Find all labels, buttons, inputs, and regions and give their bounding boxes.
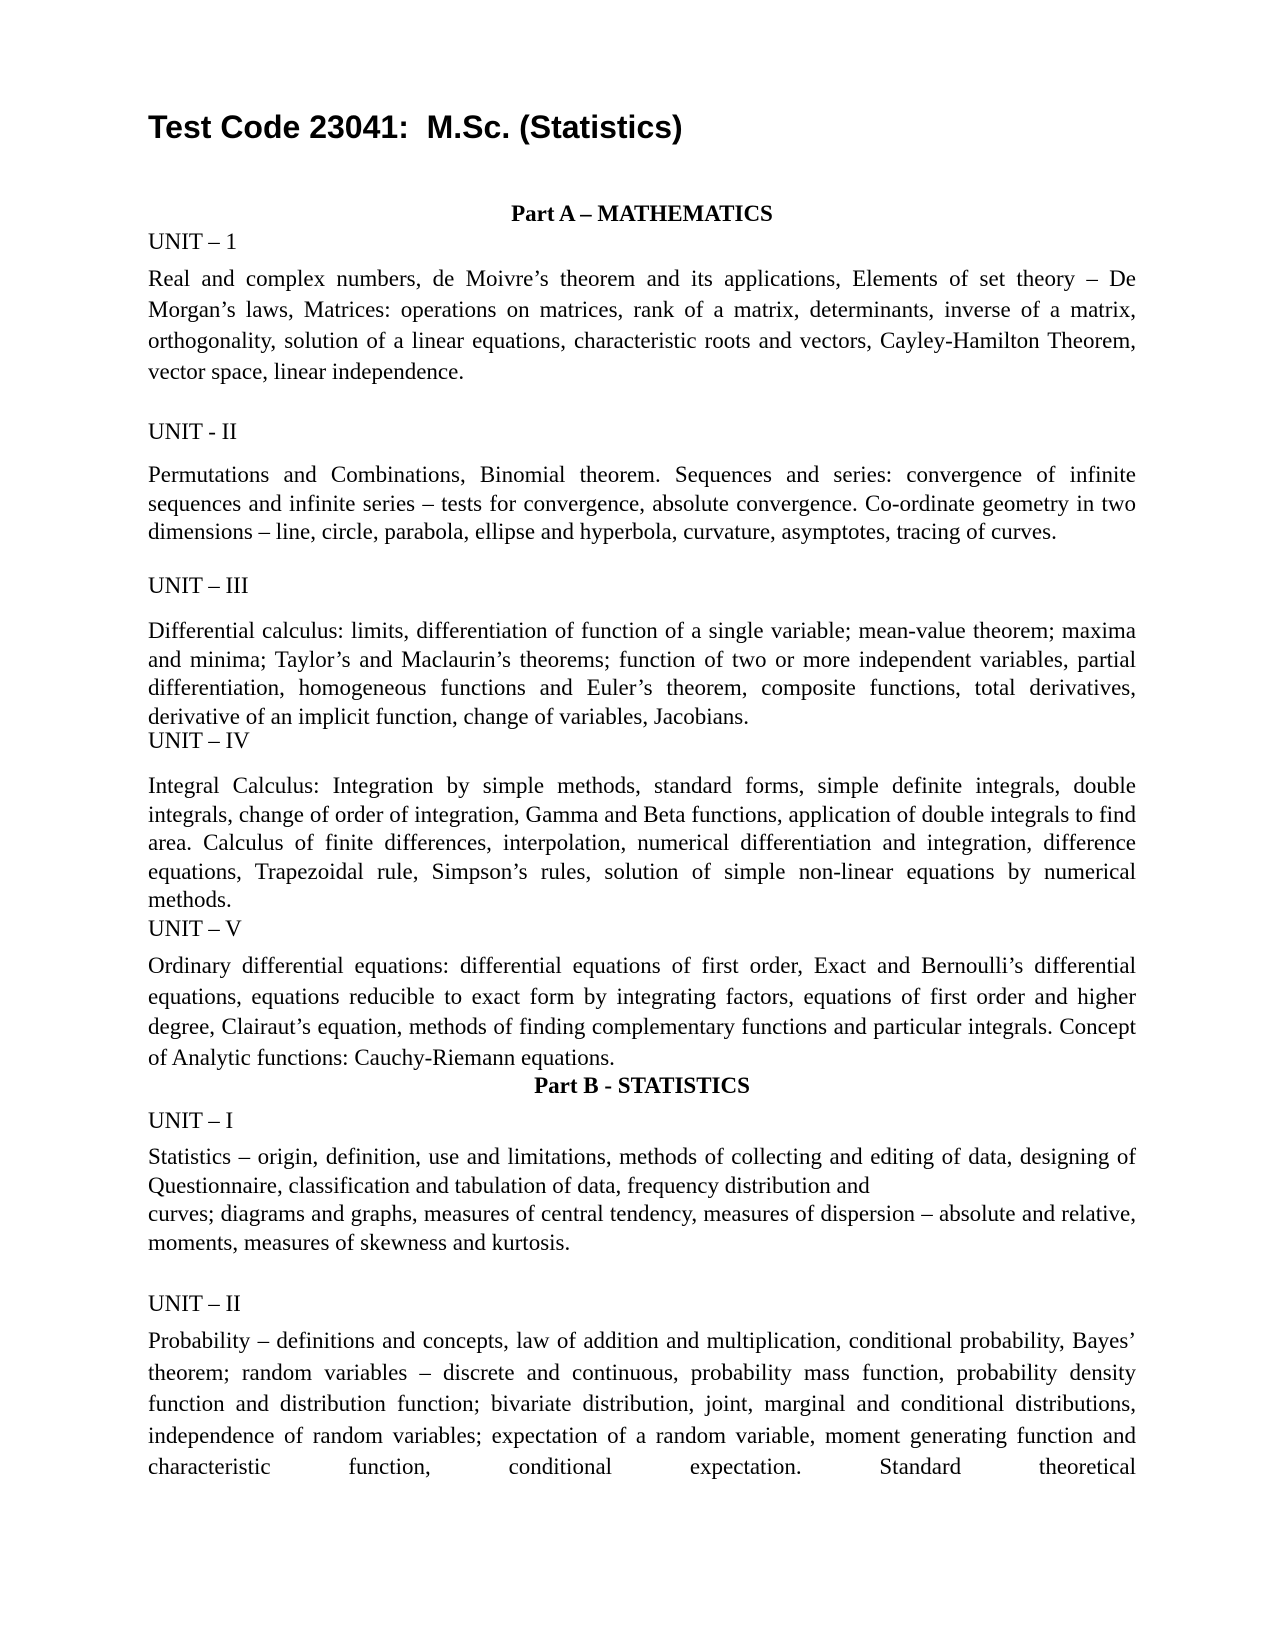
document-title: Test Code 23041: M.Sc. (Statistics) <box>148 109 683 145</box>
part-a-unit-3-text: Differential calculus: limits, differentiation of function of a single variable; mean-value theorem; maxima and minima; Taylor’s and Maclaurin’s theorems; function of two or more independent variables, partial differentiation, homogeneous functions and Euler’s theorem, composite functions, total derivatives, derivative of an implicit function, change of variables, Jacobians. <box>148 618 1136 729</box>
part-b-unit-1-text-cont: curves; diagrams and graphs, measures of central tendency, measures of dispersion – absolute and relative, moments, measures of skewness and kurtosis. <box>148 1201 1136 1255</box>
part-a-unit-5-label: UNIT – V <box>148 916 242 941</box>
part-a-unit-1-label: UNIT – 1 <box>148 229 238 254</box>
part-b-heading: Part B - STATISTICS <box>534 1073 750 1098</box>
part-b-unit-1-text-start: Statistics – origin, definition, use and limitations, methods of collecting and editing of data, designing of Questionnaire, classification and tabulation of data, frequency distribution and <box>148 1144 1136 1198</box>
part-a-heading: Part A – MATHEMATICS <box>511 201 773 226</box>
part-a-unit-4-label: UNIT – IV <box>148 728 250 753</box>
part-a-unit-3-label: UNIT – III <box>148 573 249 598</box>
part-a-unit-5-text: Ordinary differential equations: differential equations of first order, Exact and Bernoulli’s differential equations, equations reducible to exact form by integrating factors, equations of first order and higher degree, Clairaut’s equation, methods of finding complementary functions and particular integrals. Concept of Analytic functions: Cauchy-Riemann equations. <box>148 953 1136 1070</box>
part-b-unit-1-text <box>148 1143 1136 1257</box>
part-a-unit-2-text: Permutations and Combinations, Binomial theorem. Sequences and series: convergence of infinite sequences and infinite series – tests for convergence, absolute convergence. Co-ordinate geometry in two dimensions – line, circle, parabola, ellipse and hyperbola, curvature, asymptotes, tracing of curves. <box>148 462 1136 544</box>
part-b-unit-1-label: UNIT – I <box>148 1108 234 1133</box>
part-b-unit-2-text: Probability – definitions and concepts, law of addition and multiplication, conditional probability, Bayes’ theorem; random variables – discrete and continuous, probability mass function, probability density function and distribution function; bivariate distribution, joint, marginal and conditional distributions, independence of random variables; expectation of a random variable, moment generating function and characteristic function, conditional expectation. Standard theoretical <box>148 1328 1136 1479</box>
part-a-unit-1-text: Real and complex numbers, de Moivre’s theorem and its applications, Elements of set theory – De Morgan’s laws, Matrices: operations on matrices, rank of a matrix, determinants, inverse of a matrix, orthogonality, solution of a linear equations, characteristic roots and vectors, Cayley-Hamilton Theorem, vector space, linear independence. <box>148 266 1136 384</box>
part-a-unit-4-text: Integral Calculus: Integration by simple methods, standard forms, simple definite integrals, double integrals, change of order of integration, Gamma and Beta functions, application of double integrals to find area. Calculus of finite differences, interpolation, numerical differentiation and integration, difference equations, Trapezoidal rule, Simpson’s rules, solution of simple non-linear equations by numerical methods. <box>148 773 1136 912</box>
part-b-unit-2-label: UNIT – II <box>148 1291 241 1316</box>
part-a-unit-2-label: UNIT - II <box>148 419 237 444</box>
